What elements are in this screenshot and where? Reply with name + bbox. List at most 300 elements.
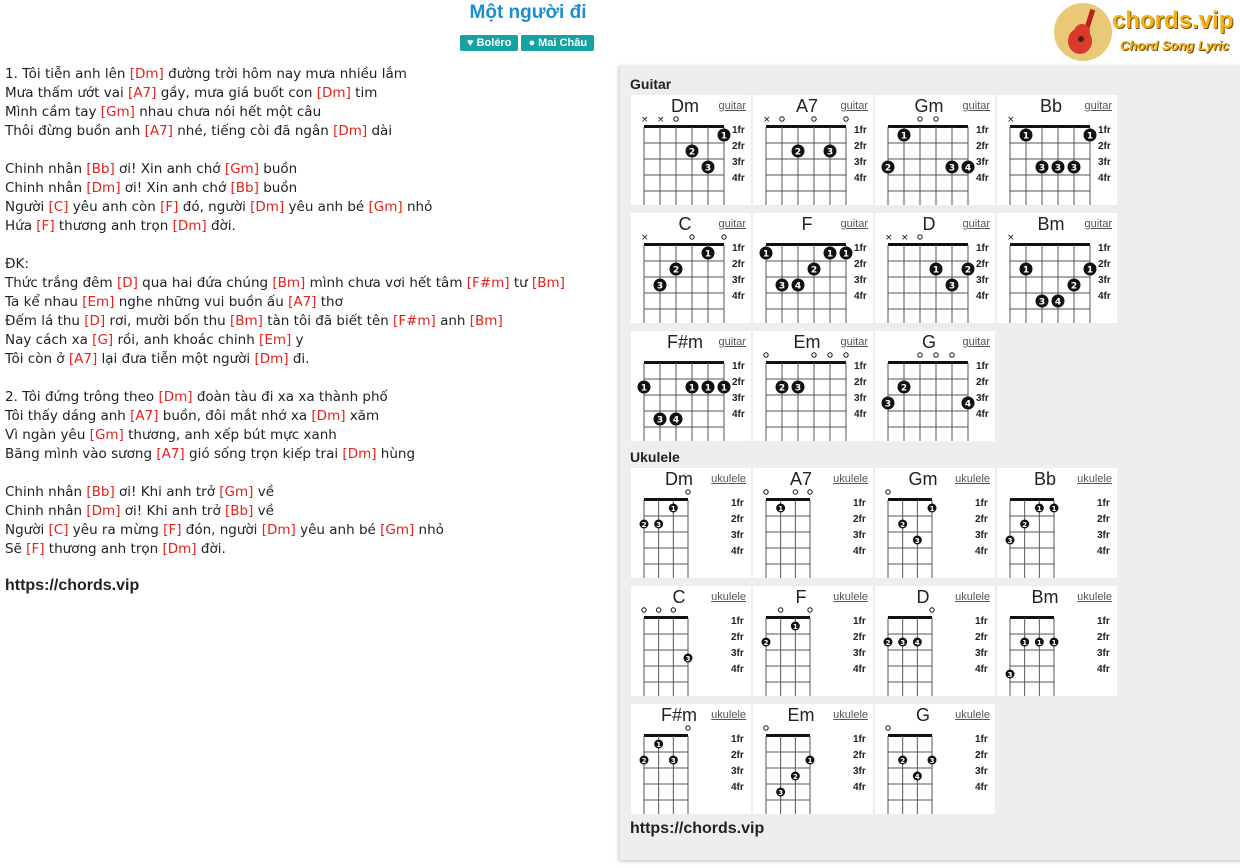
chord-type-link[interactable]: ukulele: [955, 591, 990, 603]
chord-link[interactable]: [Em]: [259, 332, 292, 348]
chord-link[interactable]: [Bb]: [86, 484, 115, 500]
fret-label: 2fr: [976, 259, 989, 270]
svg-text:1: 1: [1036, 639, 1042, 647]
chord-link[interactable]: [Bm]: [230, 313, 263, 329]
svg-text:3: 3: [670, 757, 676, 765]
svg-text:2: 2: [885, 639, 891, 647]
lyric-text: đi.: [288, 351, 310, 367]
chord-link[interactable]: [Gm]: [224, 161, 259, 177]
ukulele-chord-card[interactable]: [753, 586, 873, 696]
fret-label: 3fr: [732, 157, 745, 168]
lyric-text: Hứa: [5, 218, 37, 234]
svg-text:×: ×: [641, 115, 649, 125]
fret-label: 3fr: [731, 648, 744, 659]
chord-name: Gm: [914, 96, 944, 116]
chord-type-link[interactable]: guitar: [1084, 218, 1112, 230]
guitar-chord-card[interactable]: [875, 95, 995, 205]
lyric-text: Chinh nhân: [5, 484, 87, 500]
fret-label: 3fr: [854, 275, 867, 286]
lyric-line: [5, 65, 605, 84]
ukulele-chord-card[interactable]: [997, 586, 1117, 696]
lyric-text: thương anh trọn: [54, 218, 173, 234]
chord-link[interactable]: [Dm]: [86, 180, 121, 196]
lyric-text: Mưa thấm ướt vai: [5, 85, 129, 101]
fret-label: 3fr: [853, 648, 866, 659]
fret-label: 4fr: [854, 173, 867, 184]
chord-link[interactable]: [A7]: [68, 351, 98, 367]
fret-label: 4fr: [1097, 546, 1110, 557]
svg-text:1: 1: [1022, 131, 1030, 142]
fret-label: 3fr: [731, 530, 744, 541]
lyric-text: Người: [5, 199, 49, 215]
fret-label: 1fr: [731, 616, 744, 627]
user-icon: ●: [528, 37, 539, 49]
fret-label: 2fr: [731, 632, 744, 643]
svg-text:2: 2: [900, 383, 908, 394]
fret-label: 4fr: [853, 664, 866, 675]
chord-link[interactable]: [Dm]: [162, 541, 197, 557]
fret-label: 3fr: [1098, 275, 1111, 286]
chord-name: Em: [787, 705, 815, 725]
lyric-text: xăm: [345, 408, 380, 424]
svg-text:4: 4: [914, 773, 920, 781]
lyric-spacer: [5, 369, 605, 388]
fret-label: 3fr: [854, 157, 867, 168]
chord-name: G: [915, 705, 930, 725]
lyric-text: tư: [509, 275, 532, 291]
lyric-text: Chinh nhân: [5, 161, 87, 177]
tag-list: [460, 35, 594, 51]
ukulele-chord-card[interactable]: [631, 586, 751, 696]
heart-icon: ♥: [467, 37, 477, 49]
chord-type-link[interactable]: guitar: [962, 218, 990, 230]
ukulele-chord-card[interactable]: [753, 468, 873, 578]
chord-link[interactable]: [D]: [116, 275, 138, 291]
chord-name: Gm: [908, 469, 938, 489]
chord-link[interactable]: [F]: [26, 541, 45, 557]
lyric-text: yêu anh bé: [295, 522, 381, 538]
fret-label: 4fr: [975, 782, 988, 793]
fret-label: 2fr: [732, 259, 745, 270]
fret-label: 4fr: [976, 291, 989, 302]
fret-label: 2fr: [854, 377, 867, 388]
svg-text:1: 1: [720, 383, 728, 394]
chord-type-link[interactable]: ukulele: [833, 473, 868, 485]
svg-text:2: 2: [810, 265, 818, 276]
fret-label: 4fr: [731, 546, 744, 557]
lyric-text: 2. Tôi đứng trông theo: [5, 389, 159, 405]
lyric-text: nhỏ: [402, 199, 433, 215]
fret-label: 2fr: [854, 141, 867, 152]
chord-link[interactable]: [D]: [84, 313, 106, 329]
fret-label: 2fr: [975, 514, 988, 525]
logo-subtitle: Chord Song Lyric: [1120, 38, 1230, 53]
fret-label: 2fr: [975, 632, 988, 643]
fret-label: 3fr: [731, 766, 744, 777]
site-url-panel[interactable]: https://chords.vip: [630, 820, 765, 837]
chord-link[interactable]: [Dm]: [333, 123, 368, 139]
svg-text:1: 1: [704, 383, 712, 394]
chord-link[interactable]: [Bb]: [230, 180, 259, 196]
chord-type-link[interactable]: ukulele: [711, 473, 746, 485]
svg-text:3: 3: [1054, 163, 1062, 174]
chord-type-link[interactable]: guitar: [840, 100, 868, 112]
guitar-heading: Guitar: [630, 76, 672, 92]
genre-tag-label: Boléro: [476, 37, 512, 49]
svg-text:1: 1: [1051, 639, 1057, 647]
svg-text:1: 1: [1022, 639, 1028, 647]
chord-type-link[interactable]: guitar: [718, 100, 746, 112]
svg-text:2: 2: [778, 383, 786, 394]
chord-name: Bm: [1037, 214, 1065, 234]
chord-link[interactable]: [Dm]: [158, 389, 193, 405]
chord-link[interactable]: [A7]: [156, 446, 185, 462]
fret-label: 1fr: [732, 243, 745, 254]
lyric-text: Ta kể nhau: [5, 294, 83, 310]
chord-type-link[interactable]: guitar: [962, 100, 990, 112]
lyric-text: về: [253, 503, 274, 519]
chord-link[interactable]: [F]: [36, 218, 55, 234]
svg-text:3: 3: [704, 163, 712, 174]
lyric-line: [5, 540, 605, 559]
fret-label: 1fr: [976, 243, 989, 254]
chord-name: Bb: [1033, 469, 1057, 489]
fret-label: 4fr: [1098, 173, 1111, 184]
genre-tag[interactable]: [460, 35, 518, 51]
svg-text:2: 2: [641, 521, 647, 529]
chord-link[interactable]: [Dm]: [311, 408, 346, 424]
chord-link[interactable]: [Gm]: [380, 522, 415, 538]
fret-label: 3fr: [976, 393, 989, 404]
fret-label: 2fr: [731, 750, 744, 761]
lyric-line: [5, 502, 605, 521]
svg-text:1: 1: [640, 383, 648, 394]
svg-text:3: 3: [826, 147, 834, 158]
svg-text:2: 2: [884, 163, 892, 174]
lyric-spacer: [5, 236, 605, 255]
site-logo[interactable]: [1054, 3, 1234, 63]
svg-text:1: 1: [1086, 265, 1094, 276]
guitar-chord-card[interactable]: [875, 331, 995, 441]
svg-text:2: 2: [964, 265, 972, 276]
fret-label: 2fr: [732, 141, 745, 152]
chord-type-link[interactable]: ukulele: [955, 709, 990, 721]
svg-text:1: 1: [826, 249, 834, 260]
svg-text:3: 3: [656, 281, 664, 292]
svg-text:1: 1: [1022, 265, 1030, 276]
svg-text:3: 3: [1038, 297, 1046, 308]
fret-label: 3fr: [1097, 648, 1110, 659]
chord-link[interactable]: [Dm]: [129, 66, 164, 82]
svg-text:3: 3: [656, 415, 664, 426]
chord-type-link[interactable]: guitar: [1084, 100, 1112, 112]
fret-label: 2fr: [853, 750, 866, 761]
fret-label: 4fr: [975, 546, 988, 557]
chord-link[interactable]: [F]: [160, 199, 179, 215]
guitar-chord-card[interactable]: [753, 95, 873, 205]
fret-label: 1fr: [731, 498, 744, 509]
lyric-text: đời.: [206, 218, 236, 234]
chord-link[interactable]: [Em]: [82, 294, 115, 310]
chord-link[interactable]: [Dm]: [342, 446, 377, 462]
chord-name: F: [795, 587, 807, 607]
lyric-text: hùng: [376, 446, 416, 462]
lyric-text: lại đưa tiễn một người: [97, 351, 255, 367]
chord-link[interactable]: [Bb]: [86, 161, 115, 177]
chord-name: D: [916, 587, 930, 607]
fret-label: 1fr: [853, 734, 866, 745]
lyric-text: ơi! Xin anh chớ: [120, 180, 231, 196]
ukulele-chord-card[interactable]: [875, 704, 995, 814]
chord-type-link[interactable]: ukulele: [1077, 473, 1112, 485]
song-title: Một người đi: [469, 2, 587, 23]
ukulele-chord-card[interactable]: [631, 704, 751, 814]
lyric-text: qua hai đứa chúng: [137, 275, 273, 291]
lyric-text: anh: [435, 313, 470, 329]
chord-link[interactable]: [C]: [48, 199, 69, 215]
fret-label: 1fr: [854, 243, 867, 254]
chord-type-link[interactable]: guitar: [840, 336, 868, 348]
svg-text:1: 1: [688, 383, 696, 394]
svg-text:3: 3: [1007, 537, 1013, 545]
lyric-line: [5, 407, 605, 426]
lyric-text: ĐK:: [5, 256, 29, 272]
fret-label: 4fr: [732, 173, 745, 184]
svg-text:1: 1: [720, 131, 728, 142]
artist-tag[interactable]: [521, 35, 594, 51]
chord-type-link[interactable]: ukulele: [833, 709, 868, 721]
svg-text:1: 1: [778, 505, 784, 513]
lyric-text: mình chưa vơi hết tâm: [305, 275, 467, 291]
lyric-text: Sẽ: [5, 541, 27, 557]
guitar-chord-card[interactable]: [631, 95, 751, 205]
chord-link[interactable]: [F#m]: [393, 313, 436, 329]
chord-type-link[interactable]: guitar: [840, 218, 868, 230]
svg-text:3: 3: [778, 281, 786, 292]
svg-text:1: 1: [929, 505, 935, 513]
svg-text:3: 3: [1038, 163, 1046, 174]
chord-name: A7: [789, 469, 813, 489]
fret-label: 3fr: [1098, 157, 1111, 168]
svg-text:4: 4: [914, 639, 920, 647]
chord-link[interactable]: [A7]: [144, 123, 173, 139]
guitar-chord-card[interactable]: [631, 331, 751, 441]
lyric-text: Băng mình vào sương: [5, 446, 157, 462]
svg-text:1: 1: [670, 505, 676, 513]
chord-type-link[interactable]: guitar: [962, 336, 990, 348]
fret-label: 2fr: [1098, 259, 1111, 270]
fret-label: 1fr: [853, 616, 866, 627]
fret-label: 3fr: [853, 766, 866, 777]
fret-label: 2fr: [1098, 141, 1111, 152]
lyric-line: [5, 274, 605, 293]
svg-text:3: 3: [929, 757, 935, 765]
lyric-line: [5, 426, 605, 445]
fret-label: 1fr: [1098, 125, 1111, 136]
site-url[interactable]: https://chords.vip: [5, 577, 140, 594]
fret-label: 2fr: [976, 377, 989, 388]
chord-link[interactable]: [Gm]: [100, 104, 135, 120]
fret-label: 3fr: [975, 648, 988, 659]
lyric-line: [5, 312, 605, 331]
svg-text:4: 4: [672, 415, 680, 426]
fret-label: 1fr: [975, 616, 988, 627]
fret-label: 2fr: [854, 259, 867, 270]
lyric-text: yêu anh bé: [284, 199, 369, 215]
chord-type-link[interactable]: ukulele: [711, 591, 746, 603]
lyric-text: buồn: [258, 180, 298, 196]
svg-text:×: ×: [763, 115, 771, 125]
chord-link[interactable]: [F]: [163, 522, 182, 538]
fret-label: 1fr: [976, 125, 989, 136]
lyric-text: Đếm lá thu: [5, 313, 85, 329]
lyric-text: Tôi còn ở: [5, 351, 69, 367]
lyric-text: gió sống trọn kiếp trai: [184, 446, 343, 462]
lyric-text: yêu ra mừng: [68, 522, 164, 538]
guitar-logo-icon: [1054, 3, 1112, 61]
svg-text:4: 4: [964, 399, 972, 410]
ukulele-chord-card[interactable]: [631, 468, 751, 578]
chord-type-link[interactable]: ukulele: [1077, 591, 1112, 603]
fret-label: 2fr: [853, 514, 866, 525]
chord-name: G: [921, 332, 936, 352]
chord-type-link[interactable]: ukulele: [955, 473, 990, 485]
lyric-text: rơi, mười bốn thu: [105, 313, 230, 329]
lyric-text: thương anh trọn: [44, 541, 163, 557]
lyric-text: ơi! Khi anh trở: [120, 503, 225, 519]
fret-label: 1fr: [731, 734, 744, 745]
lyric-text: thơ: [316, 294, 343, 310]
svg-text:1: 1: [900, 131, 908, 142]
chord-link[interactable]: [Gm]: [368, 199, 403, 215]
chord-name: Bb: [1039, 96, 1063, 116]
chord-link[interactable]: [Dm]: [261, 522, 296, 538]
chord-link[interactable]: [Dm]: [86, 503, 121, 519]
lyric-text: Chinh nhân: [5, 503, 87, 519]
lyric-line: [5, 445, 605, 464]
fret-label: 4fr: [854, 409, 867, 420]
guitar-chord-card[interactable]: [997, 95, 1117, 205]
guitar-chord-card[interactable]: [631, 213, 751, 323]
fret-label: 3fr: [854, 393, 867, 404]
lyric-line: [5, 160, 605, 179]
guitar-chord-card[interactable]: [753, 331, 873, 441]
ukulele-chord-card[interactable]: [875, 468, 995, 578]
lyric-spacer: [5, 141, 605, 160]
guitar-chord-card[interactable]: [875, 213, 995, 323]
svg-text:×: ×: [657, 115, 665, 125]
chord-name: C: [672, 587, 686, 607]
lyric-line: [5, 217, 605, 236]
fret-label: 2fr: [731, 514, 744, 525]
fret-label: 4fr: [732, 409, 745, 420]
svg-text:1: 1: [1086, 131, 1094, 142]
fret-label: 1fr: [732, 361, 745, 372]
chord-link[interactable]: [Bm]: [272, 275, 306, 291]
fret-label: 4fr: [976, 409, 989, 420]
chord-link[interactable]: [Dm]: [172, 218, 207, 234]
lyric-line: [5, 179, 605, 198]
guitar-chord-card[interactable]: [753, 213, 873, 323]
fret-label: 4fr: [975, 664, 988, 675]
chord-link[interactable]: [Gm]: [89, 427, 124, 443]
chord-link[interactable]: [Bm]: [531, 275, 565, 291]
lyric-text: Thức trắng đêm: [5, 275, 117, 291]
svg-text:3: 3: [685, 655, 691, 663]
chord-type-link[interactable]: guitar: [718, 218, 746, 230]
chord-link[interactable]: [Dm]: [316, 85, 351, 101]
svg-text:×: ×: [885, 233, 893, 243]
artist-tag-label: Mai Châu: [538, 37, 588, 49]
lyric-line: [5, 198, 605, 217]
ukulele-chord-card[interactable]: [753, 704, 873, 814]
chord-link[interactable]: [Dm]: [250, 199, 285, 215]
chord-link[interactable]: [F#m]: [466, 275, 510, 291]
chord-link[interactable]: [Bm]: [469, 313, 503, 329]
lyric-text: đường trời hôm nay mưa nhiều lắm: [163, 66, 407, 82]
chord-type-link[interactable]: guitar: [718, 336, 746, 348]
chord-link[interactable]: [A7]: [288, 294, 317, 310]
chord-link[interactable]: [C]: [48, 522, 69, 538]
svg-text:1: 1: [807, 757, 813, 765]
svg-text:3: 3: [794, 383, 802, 394]
chord-type-link[interactable]: ukulele: [711, 709, 746, 721]
svg-text:4: 4: [794, 281, 802, 292]
chord-name: F#m: [667, 332, 703, 352]
lyric-text: buồn: [258, 161, 298, 177]
chord-link[interactable]: [Bb]: [225, 503, 254, 519]
chord-name: C: [678, 214, 692, 234]
lyric-text: yêu anh còn: [68, 199, 161, 215]
chord-link[interactable]: [G]: [92, 332, 114, 348]
lyric-text: đón, người: [181, 522, 262, 538]
chord-link[interactable]: [A7]: [130, 408, 159, 424]
svg-text:×: ×: [1007, 115, 1015, 125]
svg-text:×: ×: [1007, 233, 1015, 243]
svg-text:×: ×: [901, 233, 909, 243]
chord-link[interactable]: [A7]: [128, 85, 157, 101]
svg-text:3: 3: [884, 399, 892, 410]
fret-label: 2fr: [853, 632, 866, 643]
svg-text:2: 2: [688, 147, 696, 158]
fret-label: 2fr: [976, 141, 989, 152]
svg-text:1: 1: [704, 249, 712, 260]
lyric-line: [5, 388, 605, 407]
lyric-text: ơi! Khi anh trở: [114, 484, 220, 500]
chord-link[interactable]: [Gm]: [219, 484, 254, 500]
lyric-text: rồi, anh khoác chinh: [113, 332, 260, 348]
chord-link[interactable]: [Dm]: [254, 351, 289, 367]
fret-label: 1fr: [1098, 243, 1111, 254]
chord-name: Dm: [665, 469, 693, 489]
fret-label: 2fr: [1097, 514, 1110, 525]
lyric-text: về: [253, 484, 275, 500]
logo-text: chords.vip: [1112, 7, 1234, 34]
ukulele-chord-card[interactable]: [997, 468, 1117, 578]
lyric-text: tàn tôi đã biết tên: [262, 313, 394, 329]
svg-text:2: 2: [1070, 281, 1078, 292]
svg-text:3: 3: [656, 521, 662, 529]
svg-text:3: 3: [1007, 671, 1013, 679]
lyric-line: [5, 122, 605, 141]
chord-type-link[interactable]: ukulele: [833, 591, 868, 603]
fret-label: 3fr: [853, 530, 866, 541]
ukulele-chord-card[interactable]: [875, 586, 995, 696]
svg-text:2: 2: [1022, 521, 1028, 529]
svg-text:3: 3: [900, 639, 906, 647]
guitar-chord-card[interactable]: [997, 213, 1117, 323]
svg-text:1: 1: [1051, 505, 1057, 513]
